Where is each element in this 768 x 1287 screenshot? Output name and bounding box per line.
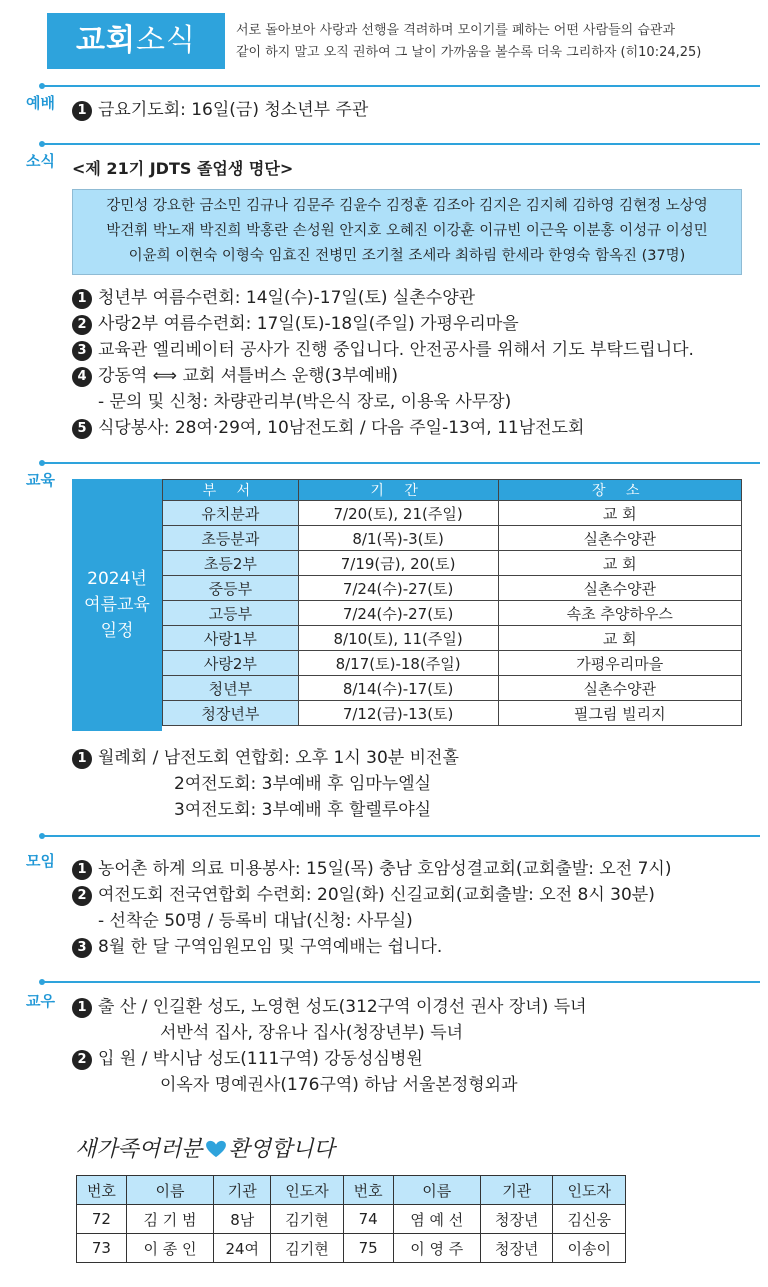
table-row: 청장년부 7/12(금)-13(토) 필그림 빌리지 xyxy=(163,701,742,726)
news-item: 3 교육관 엘리베이터 공사가 진행 중입니다. 안전공사를 위해서 기도 부탁드립니다. xyxy=(72,337,694,363)
scripture-quote: 서로 돌아보아 사랑과 선행을 격려하며 모이기를 폐하는 어떤 사람들의 습관과 같이 하지 말고 오직 권하여 그 날이 가까움을 볼수록 더욱 그리하자 (히10:24,25) xyxy=(236,23,702,60)
welcome-banner: 새가족여러분 환영합니다 xyxy=(75,1137,335,1162)
section-divider xyxy=(42,462,760,464)
section-divider xyxy=(42,981,760,983)
fellowship-item: 2 입 원 / 박시남 성도(111구역) 강동성심병원 xyxy=(72,1046,587,1072)
new-members-table xyxy=(76,1175,626,1263)
table-row: 유치분과 7/20(토), 21(주일) 교 회 xyxy=(163,501,742,526)
fellowship-item-detail: 서반석 집사, 장유나 집사(청장년부) 득녀 xyxy=(160,1023,464,1043)
fellowship-list xyxy=(72,994,587,1098)
table-row: 사랑2부 8/17(토)-18(주일) 가평우리마을 xyxy=(163,651,742,676)
meeting-item: 1 농어촌 하계 의료 미용봉사: 15일(목) 충남 호암성결교회(교회출발: 오전 7시) xyxy=(72,856,671,882)
table-row: 72 김 기 범 8남 김기현 74 염 예 선 청장년 김신웅 xyxy=(77,1205,626,1234)
meeting-list xyxy=(72,856,671,960)
table-row: 초등분과 8/1(목)-3(토) 실촌수양관 xyxy=(163,526,742,551)
table-header: 번호 이름 기관 인도자 번호 이름 기관 인도자 xyxy=(77,1176,626,1205)
news-item: 5 식당봉사: 28여·29여, 10남전도회 / 다음 주일-13여, 11남전도회 xyxy=(72,415,694,441)
table-row: 73 이 종 인 24여 김기현 75 이 영 주 청장년 이송이 xyxy=(77,1234,626,1263)
meeting-item: 3 8월 한 달 구역임원모임 및 구역예배는 쉽니다. xyxy=(72,934,671,960)
section-label-news: 소식 xyxy=(26,152,55,170)
fellowship-item-detail: 이옥자 명예권사(176구역) 하남 서울본정형외과 xyxy=(160,1075,518,1095)
table-row: 중등부 7/24(수)-27(토) 실촌수양관 xyxy=(163,576,742,601)
news-item: 2 사랑2부 여름수련회: 17일(토)-18일(주일) 가평우리마을 xyxy=(72,311,694,337)
table-row: 사랑1부 8/10(토), 11(주일) 교 회 xyxy=(163,626,742,651)
news-item: 4 강동역 ⟺ 교회 셔틀버스 운행(3부예배) xyxy=(72,363,694,389)
education-notes xyxy=(72,745,459,823)
education-note: 3여전도회: 3부예배 후 할렐루야실 xyxy=(174,800,432,820)
graduates-title: <제 21기 JDTS 졸업생 명단> xyxy=(72,159,294,178)
section-label-worship: 예배 xyxy=(26,94,55,112)
section-divider xyxy=(42,835,760,837)
page-title: 교회소식 xyxy=(76,23,196,58)
section-divider xyxy=(42,143,760,145)
table-row: 청년부 8/14(수)-17(토) 실촌수양관 xyxy=(163,676,742,701)
news-item: 1 청년부 여름수련회: 14일(수)-17일(토) 실촌수양관 xyxy=(72,285,694,311)
heart-icon xyxy=(205,1140,227,1158)
education-note: 2여전도회: 3부예배 후 임마누엘실 xyxy=(174,774,432,794)
fellowship-item: 1 출 산 / 인길환 성도, 노영현 성도(312구역 이경선 권사 장녀) 득녀 xyxy=(72,994,587,1020)
section-label-education: 교육 xyxy=(26,471,55,489)
table-row: 초등2부 7/19(금), 20(토) 교 회 xyxy=(163,551,742,576)
education-schedule-table xyxy=(162,479,742,726)
summer-education-title: 2024년 여름교육 일정 xyxy=(72,479,162,731)
table-row: 고등부 7/24(수)-27(토) 속초 추양하우스 xyxy=(163,601,742,626)
worship-item: 1 금요기도회: 16일(금) 청소년부 주관 xyxy=(72,97,368,123)
education-note: 1 월례회 / 남전도회 연합회: 오후 1시 30분 비전홀 xyxy=(72,745,459,771)
section-label-fellowship: 교우 xyxy=(26,992,55,1010)
meeting-item-detail: - 선착순 50명 / 등록비 대납(신청: 사무실) xyxy=(98,911,413,931)
meeting-item: 2 여전도회 전국연합회 수련회: 20일(화) 신길교회(교회출발: 오전 8시 30분) xyxy=(72,882,671,908)
table-header: 부 서 기 간 장 소 xyxy=(163,480,742,501)
section-label-meeting: 모임 xyxy=(26,852,55,870)
section-divider xyxy=(42,85,760,87)
news-item-detail: - 문의 및 신청: 차량관리부(박은식 장로, 이용욱 사무장) xyxy=(98,392,512,412)
news-list xyxy=(72,285,694,441)
graduates-list: 강민성 강요한 금소민 김규나 김문주 김윤수 김정훈 김조아 김지은 김지혜 김하영 김현정 노상영 박건휘 박노재 박진희 박홍란 손성원 안지호 오혜진 이강훈 이규빈 이근욱 이분홍 이성규 이성민 이윤희 이현숙 이형숙 임효진 전병민 조기철 조세라 최하림 한세라 한영숙 함옥진 (37명) xyxy=(72,189,742,275)
